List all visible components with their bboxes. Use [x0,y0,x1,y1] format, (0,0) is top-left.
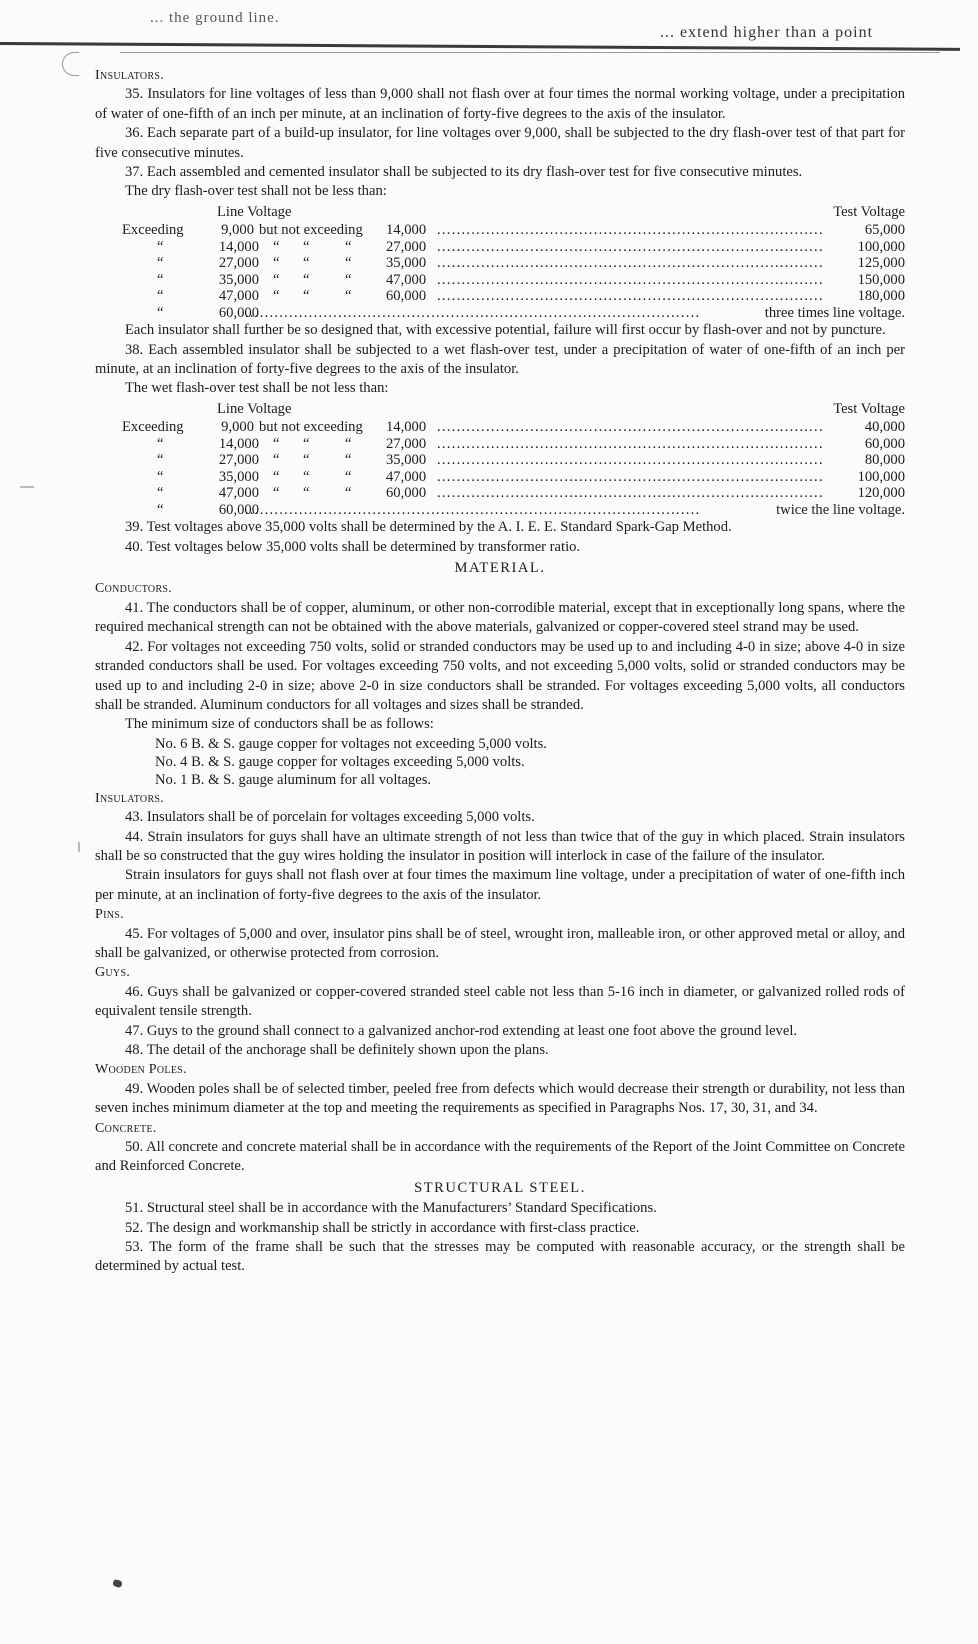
ditto-mark: “ [273,452,280,469]
dot-leader [437,255,823,272]
row-prefix: Exceeding [122,222,184,239]
ditto-mark: “ [345,452,352,469]
paragraph-43: 43. Insulators shall be of porcelain for voltages exceeding 5,000 volts. [125,809,535,826]
ink-spot [112,1579,123,1589]
dot-leader [437,469,823,486]
ditto-mark: “ [345,255,352,272]
row-to: 27,000 [386,435,427,452]
row-test-value: 120,000 [857,485,905,502]
ditto-mark: “ [157,501,164,518]
ditto-mark: “ [157,255,164,272]
ditto-mark: “ [345,435,352,452]
ditto-mark: “ [157,468,164,485]
table-row [95,305,905,322]
fragment-left-text: ... the ground line. [150,10,280,26]
ditto-mark: “ [345,468,352,485]
row-from: 47,000 [218,288,259,305]
ditto-mark: “ [303,485,310,502]
ditto-mark: “ [157,435,164,452]
table-row [95,502,905,519]
paragraph-50: 50. All concrete and concrete material shall be in accordance with the requirements of the Report of the Joint Committee on Concrete and Reinforced Concrete. [95,1139,905,1175]
dot-leader [437,419,823,436]
dot-leader [437,452,823,469]
row-to: 27,000 [386,238,427,255]
table-row [95,452,905,469]
previous-page-fragment [0,4,978,44]
table-row [95,255,905,272]
ditto-mark: “ [345,485,352,502]
top-rule [0,42,960,51]
row-from: 35,000 [218,271,259,288]
dot-leader [437,272,823,289]
paragraph-47: 47. Guys to the ground shall connect to a galvanized anchor-rod extending at least one foot above the ground level. [125,1022,798,1039]
paragraph-35: 35. Insulators for line voltages of less than 9,000 shall not flash over at four times the normal working voltage, under a precipitation of water of one-fifth of an inch per minute, at an inclination of forty-five degrees to the axis of the insulator. [95,86,905,122]
after-dry-paragraph: Each insulator shall further be so designed that, with excessive potential, failure will first occur by flash-over and not by puncture. [125,322,886,339]
row-to: 35,000 [386,452,427,469]
section-heading-insulators-material: Insulators. [95,790,165,806]
paragraph-51: 51. Structural steel shall be in accordance with the Manufacturers’ Standard Specifications. [125,1200,657,1217]
ditto-mark: “ [273,435,280,452]
ditto-mark: “ [303,468,310,485]
row-qualifier: but not exceeding [259,222,363,239]
paragraph-48: 48. The detail of the anchorage shall be definitely shown upon the plans. [125,1042,549,1058]
table-row [95,272,905,289]
page-content [95,66,905,1277]
section-title-material: MATERIAL. [454,560,546,577]
column-header-test-voltage: Test Voltage [833,203,905,220]
row-test-value: 60,000 [864,435,905,452]
dry-test-intro: The dry flash-over test shall not be less than: [125,183,387,200]
paragraph-41: 41. The conductors shall be of copper, aluminum, or other non-corrodible material, except that in exceptionally long spans, where the required mechanical strength can not be obtained with the above materials, galvanized or copper-covered steel strand may be used. [95,599,905,636]
section-heading-pins: Pins. [95,907,124,923]
table-row [95,222,905,239]
margin-mark [20,486,34,488]
row-test-value: 65,000 [864,222,905,239]
table-row [95,288,905,305]
ditto-mark: “ [273,238,280,255]
wet-flashover-table [95,400,905,518]
row-from: 27,000 [218,255,259,272]
list-item: No. 4 B. & S. gauge copper for voltages exceeding 5,000 volts. [155,753,525,770]
row-to: 14,000 [386,222,427,239]
fragment-right-text: ... extend higher than a point [660,24,874,41]
paragraph-38: 38. Each assembled insulator shall be subjected to a wet flash-over test, under a precipitation of water of one-fifth of an inch per minute, at an inclination of forty-five degrees to the axis of the insulator. [95,341,905,378]
dot-leader [437,222,823,239]
table-row [95,239,905,256]
ditto-mark: “ [303,435,310,452]
dot-leader [437,485,823,502]
ditto-mark: “ [303,271,310,288]
paragraph-36: 36. Each separate part of a build-up insulator, for line voltages over 9,000, shall be subjected to the dry flash-over test of that part for five consecutive minutes. [95,125,905,161]
row-qualifier: but not exceeding [259,419,363,436]
section-heading-concrete: Concrete. [95,1120,157,1136]
paragraph-37: 37. Each assembled and cemented insulator shall be subjected to its dry flash-over test for five consecutive minutes. [125,164,803,181]
wet-test-intro: The wet flash-over test shall be not less than: [125,380,389,397]
ditto-mark: “ [157,452,164,469]
row-from: 60,000 [218,304,259,321]
row-to: 47,000 [386,468,427,485]
row-from: 14,000 [218,435,259,452]
margin-mark [78,842,80,852]
min-size-list [155,735,905,789]
min-size-intro: The minimum size of conductors shall be as follows: [125,716,434,733]
row-test-value: 180,000 [857,288,905,305]
table-header [95,400,905,419]
row-test-value: twice the line voltage. [776,501,905,518]
row-from: 47,000 [218,485,259,502]
ditto-mark: “ [303,452,310,469]
ditto-mark: “ [303,288,310,305]
paragraph-53: 53. The form of the frame shall be such that the stresses may be computed with reasonable accuracy, or the strength shall be determined by actual test. [95,1239,905,1275]
dot-leader [437,288,823,305]
paragraph-39: 39. Test voltages above 35,000 volts shall be determined by the A. I. E. E. Standard Spark-Gap Method. [125,519,732,536]
paragraph-44-continued: Strain insulators for guys shall not flash over at four times the maximum line voltage, under a precipitation of water of one-fifth inch per minute, at an inclination of forty-five degrees to the axis of the insulator. [95,867,905,903]
row-from: 60,000 [218,501,259,518]
column-header-test-voltage: Test Voltage [833,400,905,417]
ditto-mark: “ [303,255,310,272]
section-heading-guys: Guys. [95,965,131,981]
paragraph-44: 44. Strain insulators for guys shall have an ultimate strength of not less than twice that of the guy in which placed. Strain insulators shall be so constructed that the guy wires holding the insulator in position will interlock in case of the failure of the insulator. [95,828,905,864]
dot-leader [245,502,727,519]
top-rule-thin [120,52,940,53]
ditto-mark: “ [273,255,280,272]
ditto-mark: “ [273,288,280,305]
row-from: 27,000 [218,452,259,469]
table-row [95,469,905,486]
paragraph-42: 42. For voltages not exceeding 750 volts, solid or stranded conductors may be used up to and including 4-0 in size; above 4-0 in size stranded conductors shall be used. For voltages exceeding 750 volts, and not exceeding 5,000 volts, solid or stranded conductors may be used up to and including 2-0 in size; above 2-0 in size conductors shall be stranded. For voltages exceeding 5,000 volts, all conductors shall be stranded. Aluminum conductors for all voltages and sizes shall be stranded. [95,638,905,713]
column-header-line-voltage: Line Voltage [217,203,292,220]
table-row [95,419,905,436]
row-test-value: 100,000 [857,468,905,485]
dot-leader [245,305,727,322]
row-prefix: Exceeding [122,419,184,436]
ditto-mark: “ [273,468,280,485]
table-header [95,203,905,222]
ditto-mark: “ [157,238,164,255]
paragraph-52: 52. The design and workmanship shall be strictly in accordance with first-class practice. [125,1219,640,1236]
row-from: 9,000 [221,222,254,239]
row-from: 9,000 [221,419,254,436]
ditto-mark: “ [273,485,280,502]
row-test-value: 40,000 [864,419,905,436]
table-row [95,436,905,453]
row-test-value: three times line voltage. [764,304,905,321]
row-to: 14,000 [386,419,427,436]
paragraph-49: 49. Wooden poles shall be of selected timber, peeled free from defects which would decrease their strength or durability, not less than seven inches minimum diameter at the top and meeting the requirements as specified in Paragraphs Nos. 17, 30, 31, and 34. [95,1080,905,1117]
paragraph-40: 40. Test voltages below 35,000 volts shall be determined by transformer ratio. [125,538,581,555]
paragraph-46: 46. Guys shall be galvanized or copper-covered stranded steel cable not less than 5-16 inch in diameter, or galvanized rolled rods of equivalent tensile strength. [95,983,905,1020]
ditto-mark: “ [303,238,310,255]
dot-leader [437,436,823,453]
row-to: 47,000 [386,271,427,288]
row-to: 60,000 [386,485,427,502]
dot-leader [437,239,823,256]
list-item: No. 6 B. & S. gauge copper for voltages not exceeding 5,000 volts. [155,735,547,752]
section-heading-conductors: Conductors. [95,581,173,597]
ditto-mark: “ [157,485,164,502]
ditto-mark: “ [345,271,352,288]
paragraph-45: 45. For voltages of 5,000 and over, insulator pins shall be of steel, wrought iron, malleable iron, or other approved metal or alloy, and shall be galvanized, or otherwise protected from corrosion. [95,925,905,961]
row-from: 35,000 [218,468,259,485]
section-heading-insulators: Insulators. [95,68,165,83]
ditto-mark: “ [157,271,164,288]
row-to: 35,000 [386,255,427,272]
binder-hole-mark [62,52,79,76]
row-test-value: 150,000 [857,271,905,288]
section-title-structural-steel: STRUCTURAL STEEL. [414,1179,586,1196]
row-test-value: 125,000 [857,255,905,272]
section-heading-wooden-poles: Wooden Poles. [95,1062,187,1078]
dry-flashover-table [95,203,905,321]
list-item: No. 1 B. & S. gauge aluminum for all voltages. [155,771,432,788]
row-test-value: 80,000 [864,452,905,469]
column-header-line-voltage: Line Voltage [217,400,292,417]
table-row [95,485,905,502]
ditto-mark: “ [157,288,164,305]
ditto-mark: “ [345,288,352,305]
row-test-value: 100,000 [857,238,905,255]
row-from: 14,000 [218,238,259,255]
ditto-mark: “ [273,271,280,288]
row-to: 60,000 [386,288,427,305]
ditto-mark: “ [345,238,352,255]
ditto-mark: “ [157,304,164,321]
